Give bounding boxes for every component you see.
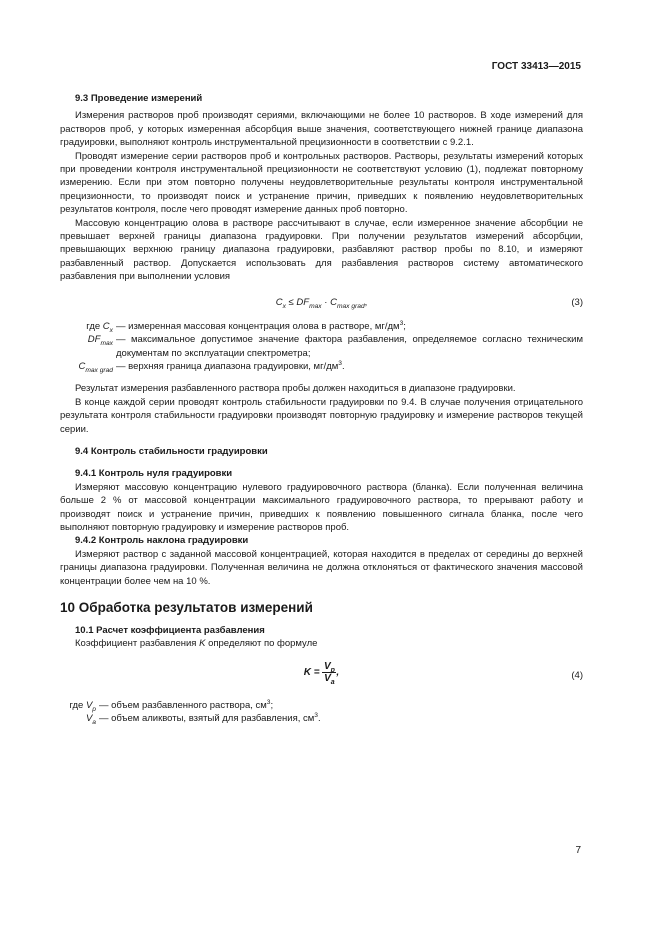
definitions-list xyxy=(60,320,583,374)
definition-item: где $C_x$ — измеренная массовая концентрация олова в растворе, $мг/дм^3$; xyxy=(86,319,406,334)
definition-item: $V_a$ — объем аликвоты, взятый для разбавления, $см^3$. xyxy=(85,712,321,727)
definition-item: где $V_p$ — объем разбавленного раствора, $см^3$; xyxy=(69,698,274,713)
formula-3 xyxy=(60,292,583,316)
fraction: $\frac{V_p}{V_a}$ xyxy=(323,660,335,686)
section-9-3-title: 9.3 Проведение измерений xyxy=(75,93,203,104)
formula-4-expression: K = $\frac{V_p}{V_a}$ , xyxy=(303,660,340,686)
formula-3-number: (3) xyxy=(571,296,583,308)
paragraph: Результат измерения разбавленного раствора пробы должен находиться в диапазоне градуировки. xyxy=(75,383,516,395)
paragraph: Измеряют раствор с заданной массовой концентрацией, которая находится в пределах от середины до верхней границы диапазона градуировки. Полученная величина не должна отклоняться от фактического значения массовой концентрации более чем на 10 %. xyxy=(60,548,583,587)
formula-3-expression: $C_x \le DF_{max} \cdot C_{max grad}$, xyxy=(275,296,368,310)
standard-header: ГОСТ 33413—2015 xyxy=(491,61,581,72)
definition-item: $DF_{max}$ — максимальное допустимое значение фактора разбавления, определяемое согласно техническим документам по эксплуатации спектрометра; xyxy=(87,334,583,359)
paragraph: Проводят измерение серии растворов проб и контрольных растворов. Растворы, результаты измерений которых при проведении контроля инструментальной прецизионности не соответствуют условию (1), подлежат повторному измерению. Если при этом повторно получены неудовлетворительные результаты контроля инструментальной прецизионности, то производят поиск и устранение причин, приведших к появлению неудовлетворительных результатов контроля, после чего проводят измерение данных проб повторно. xyxy=(60,150,583,216)
paragraph: Измерения растворов проб производят сериями, включающими не более 10 растворов. В ходе измерений для растворов проб, у которых измеренная абсорбция выше значения, соответствующего нижней границе диапазона градуировки, выполняют контроль инструментальной прецизионности в соответствии с 9.2.1. xyxy=(60,110,583,149)
definition-item: $C_{max grad}$ — верхняя граница диапазона градуировки, $мг/дм^3$. xyxy=(78,359,345,374)
paragraph: Коэффициент разбавления K определяют по формуле xyxy=(75,638,318,650)
section-10-1-title: 10.1 Расчет коэффициента разбавления xyxy=(75,625,265,636)
paragraph: Измеряют массовую концентрацию нулевого градуировочного раствора (бланка). Если полученная величина больше 2 % от массовой концентрации максимального градуировочного раствора, то прерывают работу и производят поиск и устранение причин, приведших к появлению повышенного сигнала бланка, после чего выполняют повторную градуировку и измерение растворов проб. xyxy=(60,481,583,533)
section-9-4-2-title: 9.4.2 Контроль наклона градуировки xyxy=(75,535,249,547)
section-9-4-title: 9.4 Контроль стабильности градуировки xyxy=(75,445,268,457)
paragraph: Массовую концентрацию олова в растворе рассчитывают в случае, если измеренное значение абсорбции не превышает верхней границы диапазона градуировки. При получении результатов измерений абсорбции, превышающих верхнюю границу диапазона градуировки, разбавляют раствор пробы по 8.10, и измеряют разбавленный раствор. Допускается использовать для разбавления растворов систему автоматического разбавления при выполнении условия xyxy=(60,217,583,283)
section-10-title: 10 Обработка результатов измерений xyxy=(60,600,313,615)
paragraph: В конце каждой серии проводят контроль стабильности градуировки по 9.4. В случае получения отрицательного результата контроля стабильности градуировки производят повторную градуировку и измерение растворов текущей серии. xyxy=(60,396,583,435)
formula-4 xyxy=(60,657,583,699)
section-9-4-1-title: 9.4.1 Контроль нуля градуировки xyxy=(75,468,233,480)
definitions-list xyxy=(60,699,583,726)
page-number: 7 xyxy=(575,845,581,856)
formula-4-number: (4) xyxy=(571,669,583,681)
page-content xyxy=(60,92,583,726)
